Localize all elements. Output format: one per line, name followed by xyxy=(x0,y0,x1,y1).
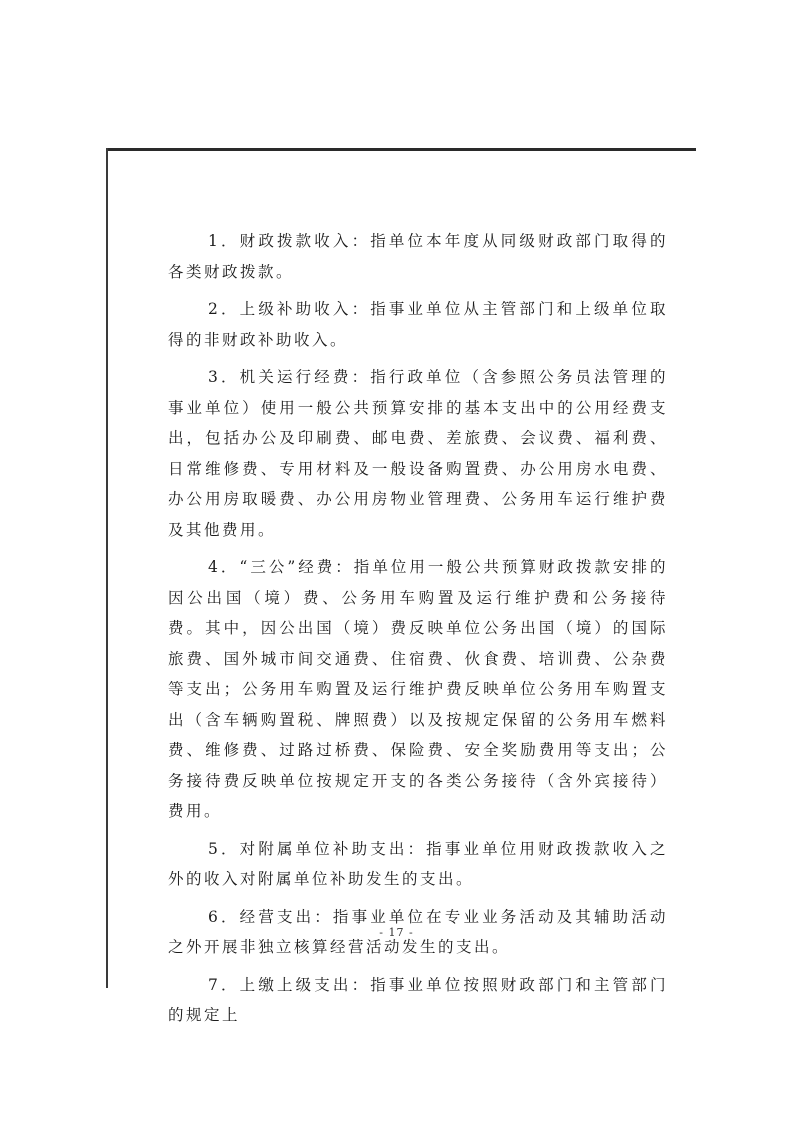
paragraph-1: 1．财政拨款收入：指单位本年度从同级财政部门取得的各类财政拨款。 xyxy=(168,232,668,281)
paragraph-3: 3．机关运行经费：指行政单位（含参照公务员法管理的事业单位）使用一般公共预算安排的基本支出中的公用经费支出，包括办公及印刷费、邮电费、差旅费、会议费、福利费、日常维修费、专用材料及一般设备购置费、办公用房水电费、办公用房取暖费、办公用房物业管理费、公务用车运行维护费及其他费用。 xyxy=(168,368,668,539)
scan-top-edge xyxy=(108,148,696,151)
paragraph-4: 4．“三公”经费：指单位用一般公共预算财政拨款安排的因公出国（境）费、公务用车购置及运行维护费和公务接待费。其中，因公出国（境）费反映单位公务出国（境）的国际旅费、国外城市间交通费、住宿费、伙食费、培训费、公杂费等支出；公务用车购置及运行维护费反映单位公务用车购置支出（含车辆购置税、牌照费）以及按规定保留的公务用车燃料费、维修费、过路过桥费、保险费、安全奖励费用等支出；公务接待费反映单位按规定开支的各类公务接待（含外宾接待）费用。 xyxy=(168,558,668,820)
page-number: - 17 - xyxy=(379,926,414,939)
paragraph-6: 6．经营支出：指事业单位在专业业务活动及其辅助活动之外开展非独立核算经营活动发生的支出。 xyxy=(168,907,668,956)
document-body xyxy=(168,226,668,1038)
paragraph-5: 5．对附属单位补助支出：指事业单位用财政拨款收入之外的收入对附属单位补助发生的支出。 xyxy=(168,839,668,888)
paragraph-7: 7．上缴上级支出：指事业单位按照财政部门和主管部门的规定上 xyxy=(168,975,668,1024)
paragraph-2: 2．上级补助收入：指事业单位从主管部门和上级单位取得的非财政补助收入。 xyxy=(168,300,668,349)
scan-left-edge xyxy=(106,148,108,988)
